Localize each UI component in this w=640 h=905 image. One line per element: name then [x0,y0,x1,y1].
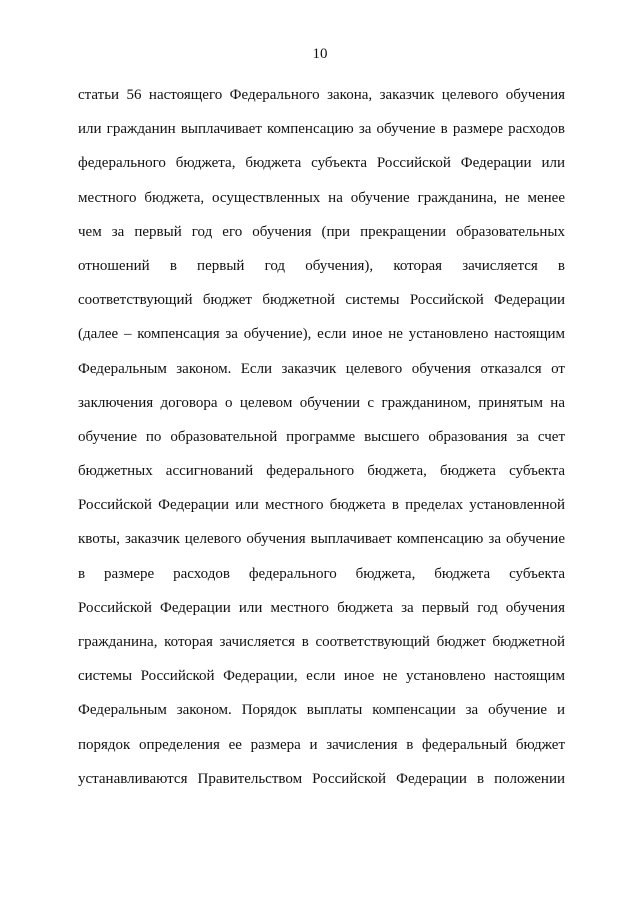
text-line-12: бюджетных ассигнований федерального бюджета, бюджета субъекта [78,463,565,480]
text-line-20: порядок определения ее размера и зачисления в федеральный бюджет [78,736,565,753]
text-line-16: Российской Федерации или местного бюджета за первый год обучения [78,599,565,616]
text-line-21: устанавливаются Правительством Российской Федерации в положении [78,770,565,787]
text-line-13: Российской Федерации или местного бюджета в пределах установленной [78,497,565,514]
text-line-8: (далее – компенсация за обучение), если иное не установлено настоящим [78,326,565,343]
text-line-15: в размере расходов федерального бюджета, бюджета субъекта [78,565,565,582]
text-line-1: статьи 56 настоящего Федерального закона, заказчик целевого обучения [78,87,565,103]
text-line-18: системы Российской Федерации, если иное не установлено настоящим [78,668,565,685]
document-body [78,84,565,802]
text-line-5: чем за первый год его обучения (при прекращении образовательных [78,223,565,240]
text-line-11: обучение по образовательной программе высшего образования за счет [78,428,565,445]
text-line-2: или гражданин выплачивает компенсацию за обучение в размере расходов [78,121,565,138]
text-line-7: соответствующий бюджет бюджетной системы Российской Федерации [78,292,565,309]
text-line-6: отношений в первый год обучения), которая зачисляется в [78,257,565,274]
text-line-9: Федеральным законом. Если заказчик целевого обучения отказался от [78,360,565,377]
text-line-3: федерального бюджета, бюджета субъекта Российской Федерации или [78,155,565,172]
text-line-4: местного бюджета, осуществленных на обучение гражданина, не менее [78,189,565,206]
text-line-14: квоты, заказчик целевого обучения выплачивает компенсацию за обучение [78,531,565,548]
text-line-17: гражданина, которая зачисляется в соответствующий бюджет бюджетной [78,634,565,650]
page-number: 10 [312,46,328,62]
text-line-19: Федеральным законом. Порядок выплаты компенсации за обучение и [78,702,565,719]
text-line-10: заключения договора о целевом обучении с гражданином, принятым на [78,394,565,411]
